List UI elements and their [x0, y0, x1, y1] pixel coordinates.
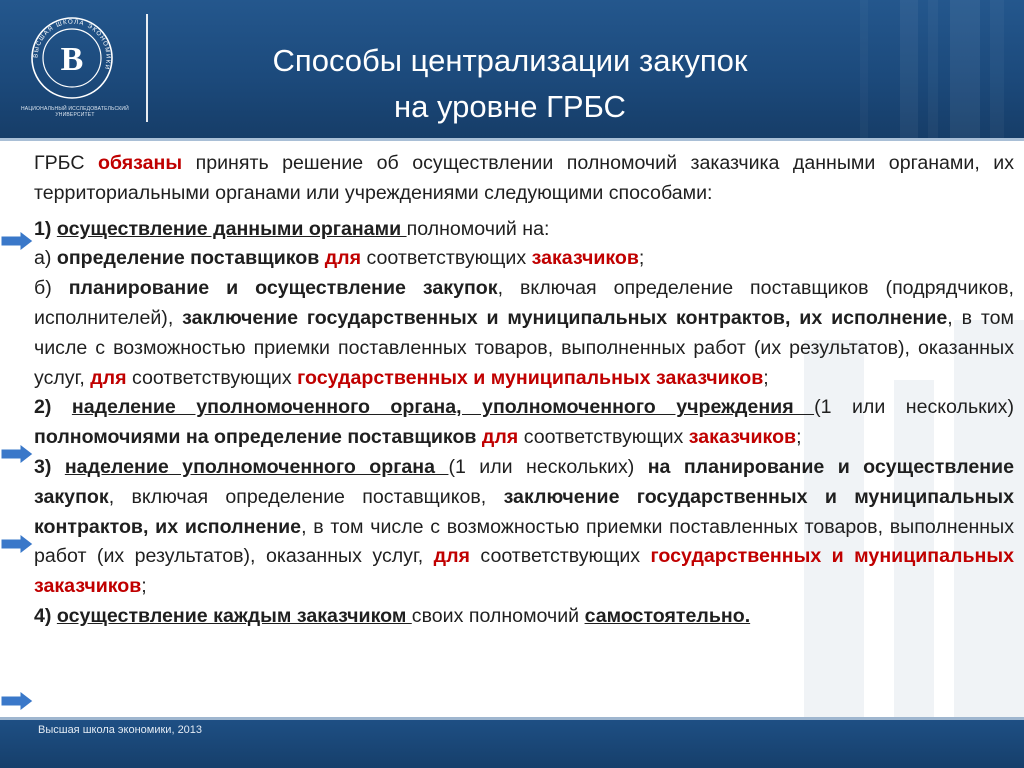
arrow-icon	[0, 533, 34, 555]
logo-divider	[146, 14, 148, 122]
item-1: 1) осуществление данными органами полномочий на:	[34, 217, 550, 240]
header-divider	[0, 138, 1024, 141]
emphasis-obliged: обязаны	[97, 152, 183, 174]
arrow-icon	[0, 690, 34, 712]
arrow-icon	[0, 230, 34, 252]
item-2: 2) наделение уполномоченного органа, уполномоченного учреждения (1 или нескольких) полномочиями на определение поставщиков для соответствующих заказчиков;	[34, 396, 1014, 449]
intro-paragraph: ГРБС обязаны принять решение об осуществлении полномочий заказчика данными органами, их территориальными органами или учреждениями следующими способами:	[34, 152, 1014, 204]
footer-text: Высшая школа экономики, 2013	[38, 724, 203, 736]
slide-title	[160, 38, 860, 130]
item-4: 4) осуществление каждым заказчиком своих полномочий самостоятельно.	[34, 604, 751, 627]
logo-caption: НАЦИОНАЛЬНЫЙ ИССЛЕДОВАТЕЛЬСКИЙ УНИВЕРСИТЕТ	[21, 106, 129, 118]
slide-header	[0, 0, 1024, 138]
title-line-2: на уровне ГРБС	[394, 89, 626, 124]
arrow-icon	[0, 443, 34, 465]
slide-body	[34, 149, 1014, 632]
title-line-1: Способы централизации закупок	[272, 43, 748, 78]
item-1b: б) планирование и осуществление закупок, включая определение поставщиков (подрядчиков, исполнителей), заключение государственных и муниципальных контрактов, их исполнение, в том числе с возможностью приемки поставленных товаров, выполненных работ (их результатов), оказанных услуг, для соответствующих государственных и муниципальных заказчиков;	[34, 277, 1014, 389]
item-1a: а) определение поставщиков для соответствующих заказчиков;	[34, 247, 645, 270]
logo-letter: В	[60, 41, 84, 78]
item-3: 3) наделение уполномоченного органа (1 или нескольких) на планирование и осуществление закупок, включая определение поставщиков, заключение государственных и муниципальных контрактов, их исполнение, в том числе с возможностью приемки поставленных товаров, выполненных работ (их результатов), оказанных услуг, для соответствующих государственных и муниципальных заказчиков;	[34, 455, 1014, 598]
logo-ring-text: ВЫСШАЯ ШКОЛА ЭКОНОМИКИ	[32, 18, 112, 72]
